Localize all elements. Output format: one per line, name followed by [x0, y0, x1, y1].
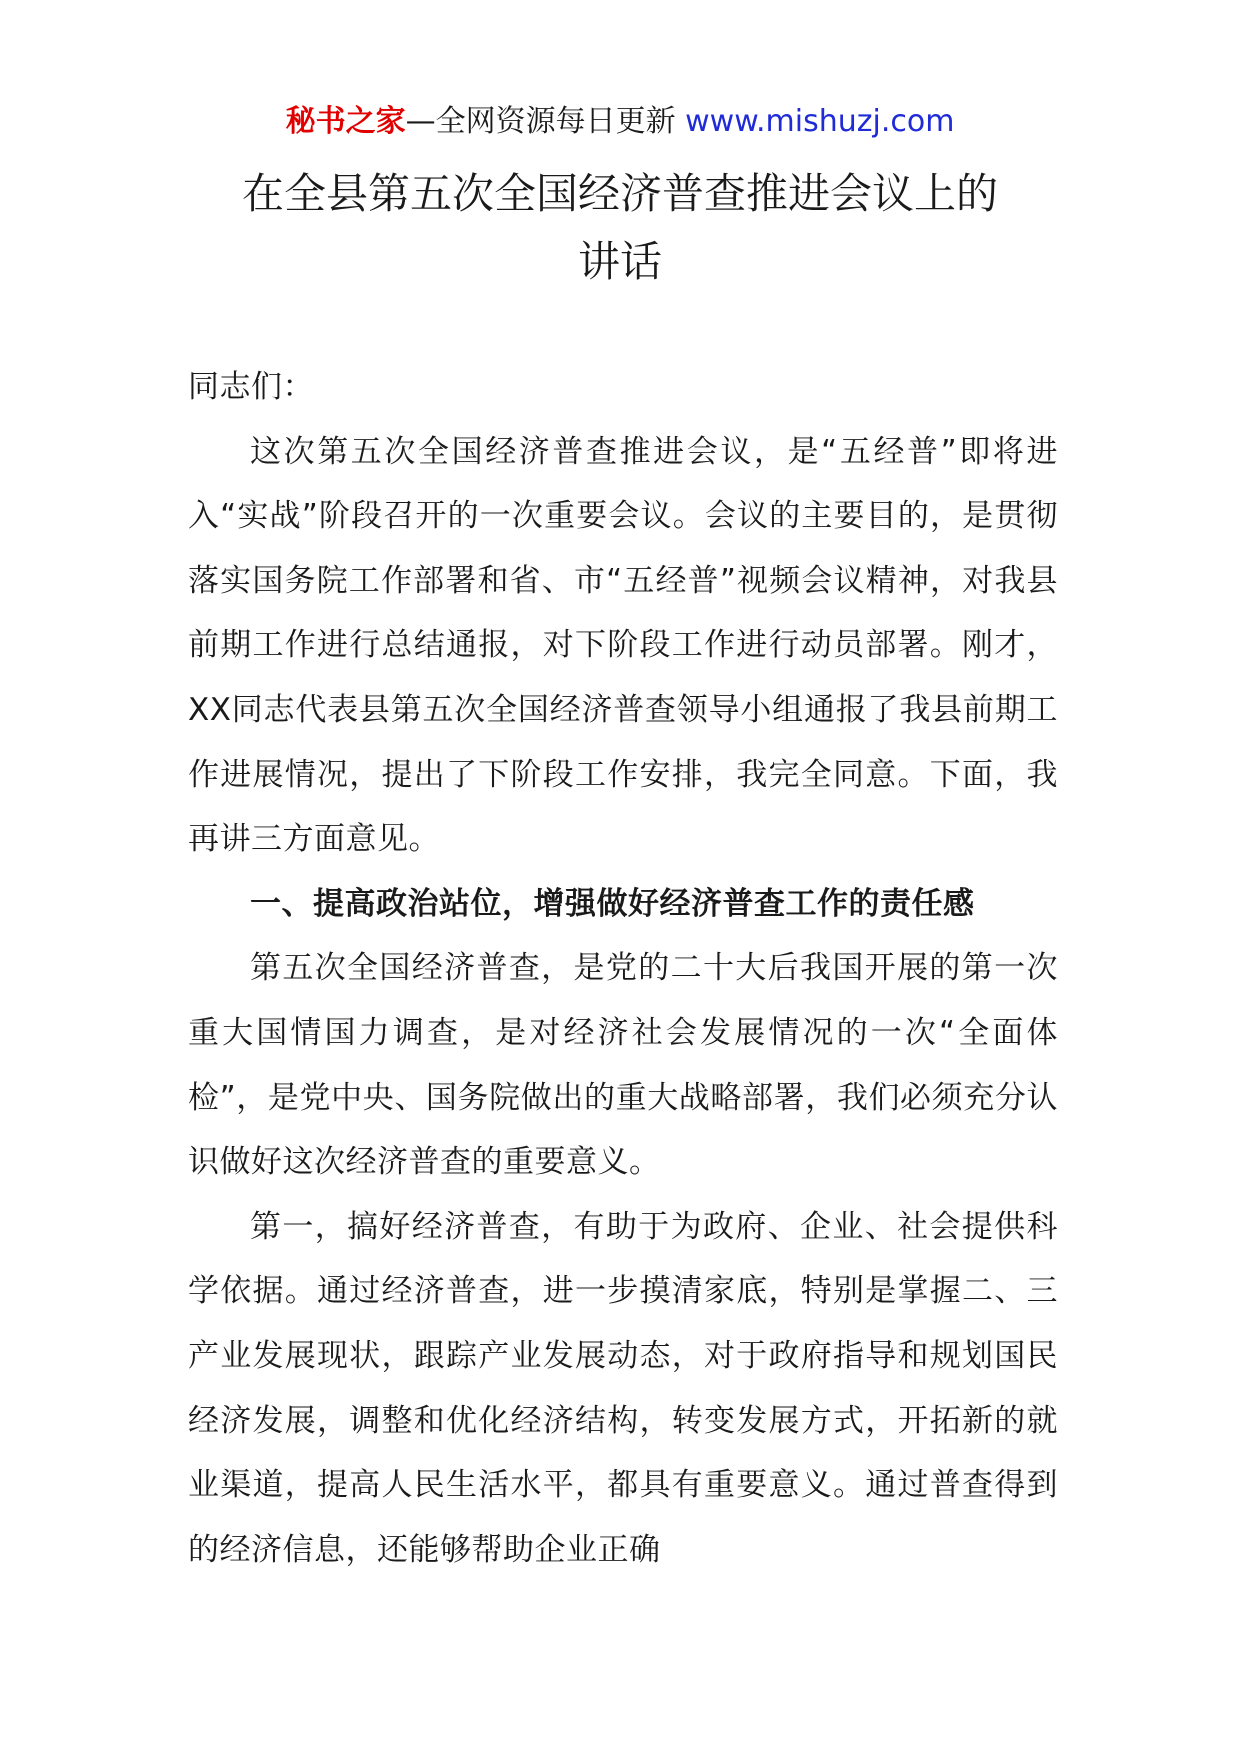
paragraph-intro: 这次第五次全国经济普查推进会议，是“五经普”即将进入“实战”阶段召开的一次重要会议。会议的主要目的，是贯彻落实国务院工作部署和省、市“五经普”视频会议精神，对我县前期工作进行总结通报，对下阶段工作进行动员部署。刚才，XX同志代表县第五次全国经济普查领导小组通报了我县前期工作进展情况，提出了下阶段工作安排，我完全同意。下面，我再讲三方面意见。 [188, 433, 1058, 858]
section-heading-1: 一、提高政治站位，增强做好经济普查工作的责任感 [250, 885, 975, 922]
site-header [0, 100, 1240, 144]
paragraph-first-point: 第一，搞好经济普查，有助于为政府、企业、社会提供科学依据。通过经济普查，进一步摸清家底，特别是掌握二、三产业发展现状，跟踪产业发展动态，对于政府指导和规划国民经济发展，调整和优化经济结构，转变发展方式，开拓新的就业渠道，提高人民生活水平，都具有重要意义。通过普查得到的经济信息，还能够帮助企业正确 [188, 1208, 1058, 1568]
paragraph-significance: 第五次全国经济普查，是党的二十大后我国开展的第一次重大国情国力调查，是对经济社会发展情况的一次“全面体检”，是党中央、国务院做出的重大战略部署，我们必须充分认识做好这次经济普查的重要意义。 [188, 950, 1058, 1181]
document-title [180, 160, 1060, 296]
header-tagline: —全网资源每日更新 [405, 104, 686, 139]
site-url-link[interactable]: www.mishuzj.com [685, 104, 955, 139]
salutation: 同志们： [188, 369, 314, 405]
title-line-1: 在全县第五次全国经济普查推进会议上的 [241, 169, 998, 218]
document-body [188, 355, 1058, 1582]
brand-name: 秘书之家 [285, 104, 406, 139]
title-line-2: 讲话 [577, 237, 662, 286]
